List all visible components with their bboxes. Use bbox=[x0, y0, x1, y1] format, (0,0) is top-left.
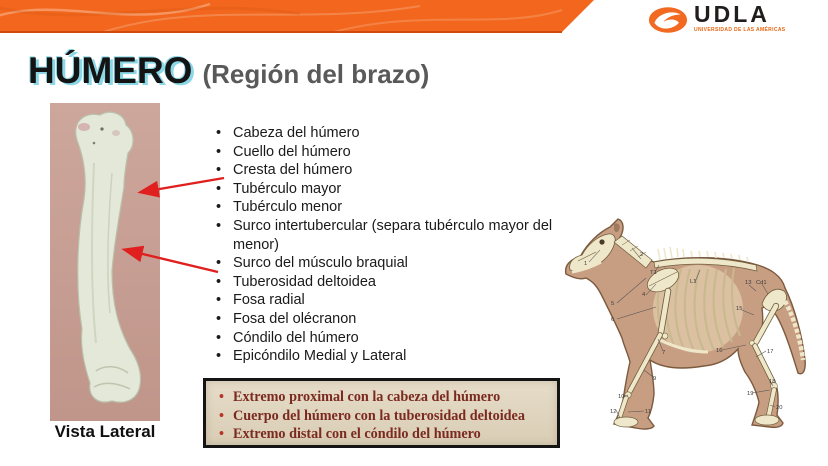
page-title: HÚMERO bbox=[28, 50, 193, 91]
dog-label: 10 bbox=[618, 394, 625, 400]
dog-label: 20 bbox=[776, 405, 783, 411]
humerus-photo bbox=[50, 103, 160, 421]
summary-item: • Extremo distal con el cóndilo del húmero bbox=[216, 425, 549, 444]
dog-label: 1 bbox=[584, 261, 588, 267]
dog-label: T1 bbox=[650, 270, 657, 276]
dog-label: 9 bbox=[653, 376, 657, 382]
summary-list bbox=[216, 388, 549, 444]
list-item: • Fosa radial bbox=[212, 291, 557, 310]
page-subtitle: (Región del brazo) bbox=[202, 59, 430, 89]
anatomy-feature-list bbox=[212, 124, 557, 366]
summary-box bbox=[203, 378, 560, 448]
list-item: • Cabeza del húmero bbox=[212, 124, 557, 143]
title-bar bbox=[28, 50, 429, 92]
list-item: • Epicóndilo Medial y Lateral bbox=[212, 347, 557, 366]
list-item: • Cresta del húmero bbox=[212, 161, 557, 180]
list-item: • Tubérculo menor bbox=[212, 198, 557, 217]
dog-label: 4 bbox=[642, 292, 646, 298]
list-item: • Fosa del olécranon bbox=[212, 310, 557, 329]
dog-label: Cd1 bbox=[756, 280, 767, 286]
dog-label: 12 bbox=[610, 409, 617, 415]
list-item: • Tuberosidad deltoidea bbox=[212, 273, 557, 292]
summary-item: • Extremo proximal con la cabeza del húmero bbox=[216, 388, 549, 407]
logo-tagline-text: UNIVERSIDAD DE LAS AMÉRICAS bbox=[694, 27, 786, 33]
udla-logo-mark-icon bbox=[648, 5, 688, 35]
logo-brand-text: UDLA bbox=[694, 1, 770, 27]
list-item: • Surco intertubercular (separa tubérculo mayor del menor) bbox=[212, 217, 557, 254]
dog-label: 2 bbox=[640, 252, 644, 258]
list-item: • Tubérculo mayor bbox=[212, 180, 557, 199]
dog-label: 17 bbox=[767, 349, 774, 355]
dog-label: 5 bbox=[611, 301, 615, 307]
udla-logo bbox=[648, 2, 823, 36]
dog-label: 16 bbox=[716, 348, 723, 354]
dog-label: L1 bbox=[690, 279, 697, 285]
summary-item: • Cuerpo del húmero con la tuberosidad deltoidea bbox=[216, 407, 549, 426]
dog-label: 11 bbox=[645, 409, 652, 415]
dog-label: 18 bbox=[769, 379, 776, 385]
dog-label: 13 bbox=[745, 280, 752, 286]
photo-caption: Vista Lateral bbox=[54, 422, 156, 441]
dog-label: 19 bbox=[747, 391, 754, 397]
list-item: • Surco del músculo braquial bbox=[212, 254, 557, 273]
dog-label: 6 bbox=[611, 317, 615, 323]
list-item: • Cuello del húmero bbox=[212, 143, 557, 162]
dog-label: 7 bbox=[662, 350, 666, 356]
dog-label: 15 bbox=[736, 306, 743, 312]
list-item: • Cóndilo del húmero bbox=[212, 329, 557, 348]
dog-skeleton-figure bbox=[556, 212, 828, 437]
